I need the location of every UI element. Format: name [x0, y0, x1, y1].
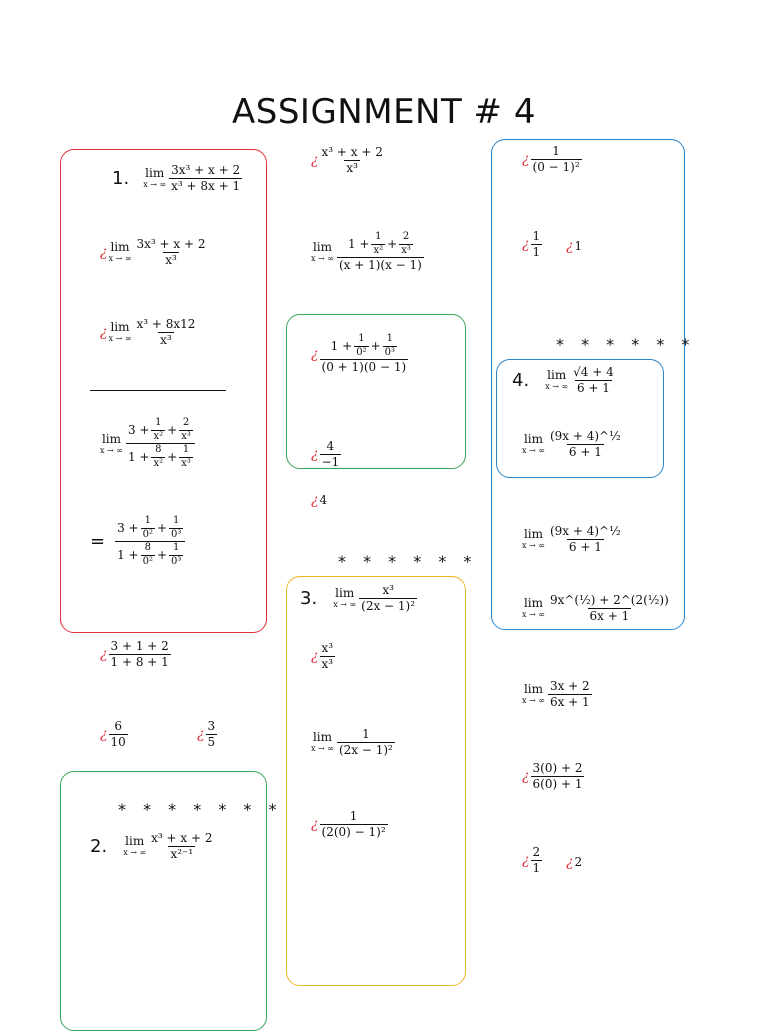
limit-operator: lim x → ∞ [108, 240, 132, 264]
fraction: $\frac{\text{x³}}{\text{x³}}$ [321, 641, 334, 671]
compound-fraction: 3 + $\frac{1}{\text{x²}}$ + $\frac{2}{\text{x³}}$ 1 + $\frac{8}{\text{x²}}$ + $\frac{1}{\text{x³}}$ [126, 418, 195, 469]
page-title: ASSIGNMENT # 4 [232, 92, 536, 132]
p2-statement [90, 832, 215, 860]
question-glyph: ¿ [100, 646, 108, 663]
fraction: $\frac{\text{x³ + 8x12}}{\text{x³}}$ [136, 317, 196, 347]
fraction: $\frac{\text{x³}}{\text{(2x − 1)²}}$ [361, 583, 416, 613]
mid-step-e [311, 492, 327, 508]
compound-fraction: 1 + $\frac{1}{\text{x²}}$ + $\frac{2}{\text{x³}}$ (x + 1)(x − 1) [338, 231, 422, 272]
compound-fraction: 3 + $\frac{1}{\text{0²}}$ + $\frac{1}{\text{0³}}$ 1 + $\frac{8}{\text{0²}}$ + $\frac{1}{\text{0³}}$ [115, 516, 185, 567]
fraction: $\frac{2}{1}$ [532, 845, 541, 875]
limit-operator: lim x → ∞ [143, 166, 167, 190]
question-glyph: ¿ [311, 152, 319, 169]
fraction: $\frac{\text{9x\textasciicircum{}(½) + 2\textasciicircum{}(2(½))}}{6x + 1}$ [549, 593, 669, 623]
question-glyph: ¿ [522, 151, 530, 168]
question-glyph: ¿ [311, 345, 319, 362]
right-step-b [522, 230, 542, 258]
question-glyph: ¿ [311, 648, 319, 665]
limit-operator: lim x → ∞ [333, 586, 357, 610]
limit-operator: lim x → ∞ [522, 682, 545, 706]
p3-step-b [311, 642, 335, 670]
section-separator: * * * * * * * [118, 800, 283, 819]
fraction: $\frac{1}{\text{(2x − 1)²}}$ [338, 727, 393, 757]
equals-sign: = [90, 531, 106, 552]
limit-operator: lim x → ∞ [108, 320, 132, 344]
fraction: $\frac{\text{x³ + x + 2}}{\text{x³}}$ [321, 145, 383, 175]
fraction: $\frac{3 + 1 + 2}{1 + 8 + 1}$ [110, 639, 169, 669]
p1-answer [197, 720, 217, 748]
p1-step-e [90, 516, 185, 567]
p4-step-b [522, 430, 623, 458]
fraction: $\frac{6}{10}$ [110, 719, 126, 749]
p3-statement [300, 584, 417, 612]
question-glyph: ¿ [522, 236, 530, 253]
fraction: $\frac{4}{-1}$ [321, 439, 340, 469]
fraction: $\frac{1}{\text{(2(0) − 1)²}}$ [321, 809, 386, 839]
limit-operator: lim x → ∞ [311, 239, 334, 263]
p1-step-f [100, 640, 171, 668]
compound-fraction: 1 + $\frac{1}{\text{0²}}$ + $\frac{1}{\text{0³}}$ (0 + 1)(0 − 1) [321, 333, 407, 374]
right-step-g [522, 846, 542, 874]
problem-number: 2. [90, 835, 108, 857]
mid-step-a [311, 146, 385, 174]
limit-operator: lim x → ∞ [311, 730, 334, 754]
fraction: $\frac{1}{1}$ [532, 229, 541, 259]
question-glyph: ¿ [311, 446, 319, 463]
question-glyph: ¿ [100, 726, 108, 743]
fraction: $\frac{3}{5}$ [207, 719, 216, 749]
divider-line [90, 390, 226, 391]
question-glyph: ¿ [100, 244, 108, 261]
problem-number: 4. [512, 369, 530, 391]
question-glyph: ¿ [197, 726, 205, 743]
p4-statement [512, 366, 616, 394]
right-step-c [522, 525, 623, 553]
fraction: $\frac{\text{(9x + 4)\textasciicircum{}½}}{6 + 1}$ [549, 429, 621, 459]
p1-step-g [100, 720, 128, 748]
right-step-d [522, 594, 671, 622]
right-step-b-value [566, 238, 582, 254]
right-step-e [522, 680, 592, 708]
p3-step-c [311, 728, 395, 756]
question-glyph: ¿ [566, 854, 574, 870]
fraction: $\frac{\text{3x³ + x + 2}}{\text{x³}}$ [136, 237, 206, 267]
problem-number: 1. [112, 167, 130, 189]
question-glyph: ¿ [311, 816, 319, 833]
fraction: $\frac{\text{x³ + x + 2}}{\text{x²⁻¹}}$ [151, 831, 213, 861]
question-glyph: ¿ [566, 238, 574, 254]
p1-step-c [100, 318, 197, 346]
mid-step-b [311, 232, 424, 272]
fraction: $\frac{√4 + 4}{6 + 1}$ [573, 365, 614, 395]
right-step-f [522, 762, 584, 790]
value: 4 [319, 493, 328, 507]
fraction: $\frac{3(0) + 2}{6(0) + 1}$ [532, 761, 583, 791]
fraction: $\frac{3x + 2}{6x + 1}$ [549, 679, 590, 709]
limit-operator: lim x → ∞ [522, 432, 545, 456]
fraction: $\frac{\text{(9x + 4)\textasciicircum{}½}}{6 + 1}$ [549, 524, 621, 554]
mid-step-d [311, 440, 341, 468]
right-step-a [522, 145, 582, 173]
problem-3-box [286, 576, 466, 986]
limit-operator: lim x → ∞ [123, 834, 147, 858]
question-glyph: ¿ [311, 492, 319, 508]
p1-step-d [100, 418, 195, 469]
problem-number: 3. [300, 587, 318, 609]
fraction: $\frac{\text{3x³ + x + 2}}{\text{x³ + 8x + 1}}$ [171, 163, 241, 193]
question-glyph: ¿ [522, 768, 530, 785]
section-separator: * * * * * * [338, 552, 478, 571]
question-glyph: ¿ [100, 324, 108, 341]
p3-step-d [311, 810, 388, 838]
limit-operator: lim x → ∞ [522, 527, 545, 551]
right-answer [566, 854, 582, 870]
limit-operator: lim x → ∞ [100, 431, 123, 455]
section-separator: * * * * * * [556, 335, 696, 354]
value: 2 [574, 855, 583, 869]
limit-operator: lim x → ∞ [545, 368, 569, 392]
value: 1 [574, 239, 583, 253]
p1-step-b [100, 238, 207, 266]
fraction: $\frac{1}{\text{(0 − 1)²}}$ [532, 144, 580, 174]
p1-statement [112, 164, 242, 192]
mid-step-c [311, 334, 408, 374]
limit-operator: lim x → ∞ [522, 596, 545, 620]
question-glyph: ¿ [522, 852, 530, 869]
